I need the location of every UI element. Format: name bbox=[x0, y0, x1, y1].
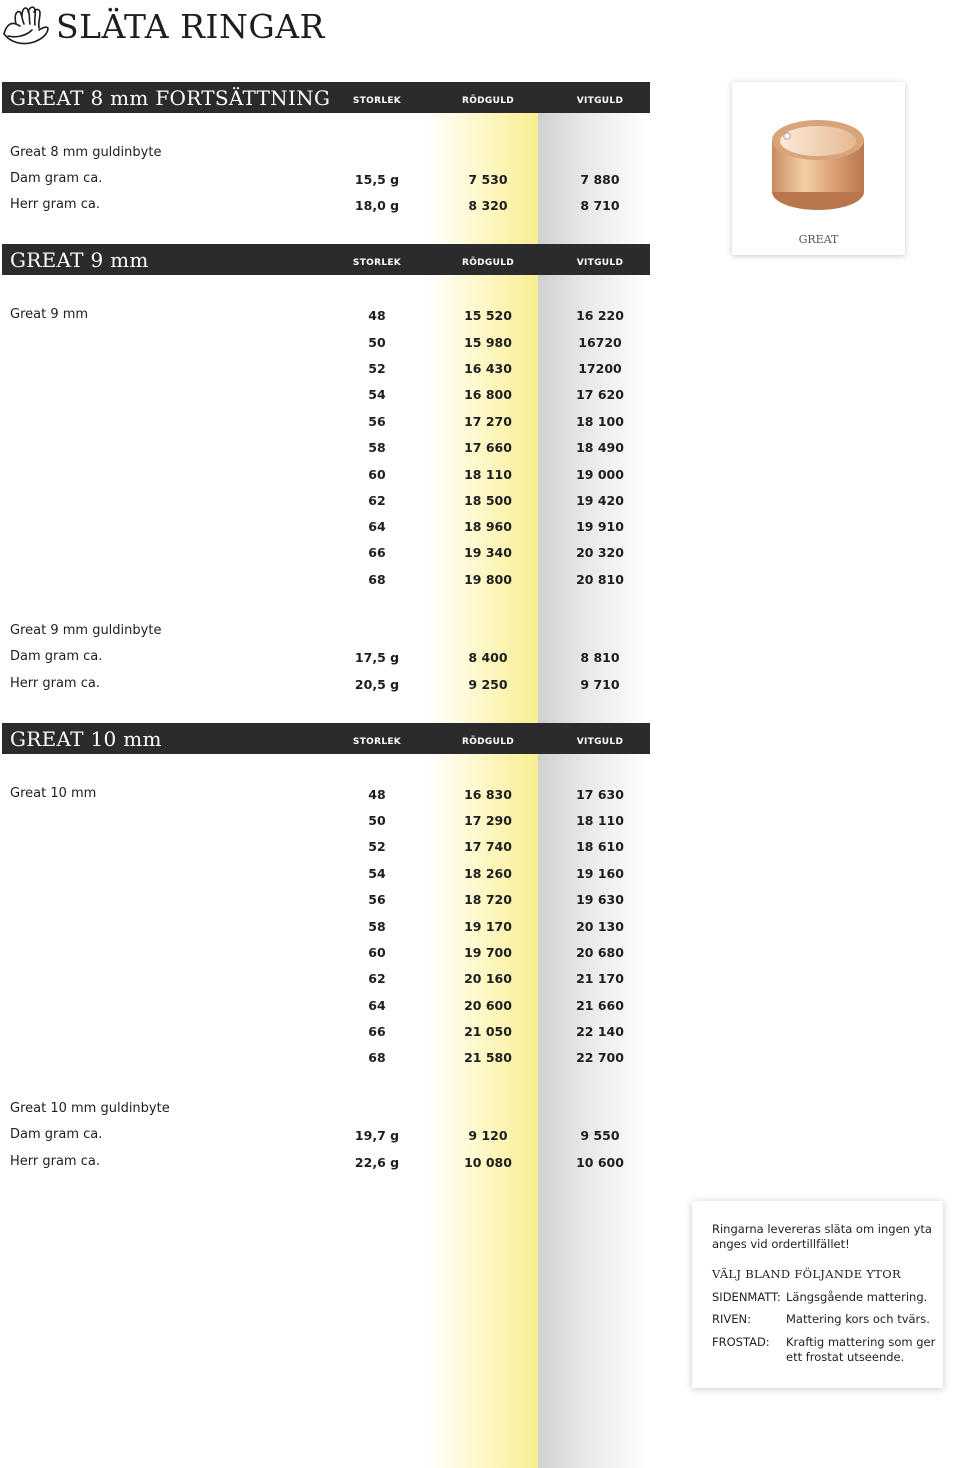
size-cell: 50 bbox=[368, 335, 386, 350]
white-gold-price-cell: 17200 bbox=[578, 361, 622, 376]
white-gold-price-cell: 19 420 bbox=[576, 493, 624, 508]
size-cell: 20,5 g bbox=[354, 677, 400, 692]
rose-gold-price-cell: 15 980 bbox=[464, 335, 512, 350]
table-row bbox=[0, 1049, 650, 1069]
column-header-rose-gold: RÖDGULD bbox=[461, 96, 515, 106]
section-header-great-9mm bbox=[2, 244, 650, 275]
rose-gold-price-cell: 18 260 bbox=[464, 866, 512, 881]
delivery-note: Ringarna levereras släta om ingen yta anges vid ordertillfället! bbox=[712, 1222, 932, 1251]
rose-gold-price-cell: 18 720 bbox=[464, 892, 512, 907]
size-cell: 64 bbox=[368, 998, 386, 1013]
white-gold-price-cell: 20 810 bbox=[576, 572, 624, 587]
product-caption: GREAT bbox=[798, 233, 839, 246]
size-cell: 56 bbox=[368, 892, 386, 907]
white-gold-price-cell: 22 140 bbox=[576, 1024, 624, 1039]
table-row bbox=[0, 865, 650, 885]
row-label: Great 10 mm guldinbyte bbox=[10, 1101, 170, 1116]
size-cell: 54 bbox=[368, 866, 386, 881]
table-row bbox=[0, 1127, 650, 1147]
size-cell: 58 bbox=[368, 919, 386, 934]
size-cell: 15,5 g bbox=[354, 172, 400, 187]
white-gold-price-cell: 16 220 bbox=[576, 308, 624, 323]
table-row bbox=[0, 891, 650, 911]
rose-gold-price-cell: 19 700 bbox=[464, 945, 512, 960]
size-cell: 22,6 g bbox=[354, 1155, 400, 1170]
option-value: Mattering kors och tvärs. bbox=[786, 1312, 930, 1326]
white-gold-price-cell: 19 000 bbox=[576, 467, 624, 482]
white-gold-price-cell: 17 630 bbox=[576, 787, 624, 802]
table-row bbox=[0, 623, 650, 643]
row-label: Dam gram ca. bbox=[10, 171, 103, 186]
white-gold-price-cell: 9 710 bbox=[580, 677, 620, 692]
rose-gold-price-cell: 18 110 bbox=[464, 467, 512, 482]
white-gold-price-cell: 9 550 bbox=[580, 1128, 620, 1143]
table-row bbox=[0, 1154, 650, 1174]
size-cell: 48 bbox=[368, 787, 386, 802]
rose-gold-price-cell: 18 500 bbox=[464, 493, 512, 508]
size-cell: 68 bbox=[368, 1050, 386, 1065]
table-row bbox=[0, 386, 650, 406]
table-row bbox=[0, 1101, 650, 1121]
page-header bbox=[0, 4, 325, 48]
rose-gold-price-cell: 17 290 bbox=[464, 813, 512, 828]
white-gold-price-cell: 19 910 bbox=[576, 519, 624, 534]
rose-gold-price-cell: 18 960 bbox=[464, 519, 512, 534]
row-label: Dam gram ca. bbox=[10, 649, 103, 664]
white-gold-price-cell: 20 680 bbox=[576, 945, 624, 960]
column-header-rose-gold: RÖDGULD bbox=[461, 737, 515, 747]
table-row bbox=[0, 466, 650, 486]
section-title: GREAT 9 mm bbox=[10, 248, 149, 272]
table-row bbox=[0, 145, 650, 165]
white-gold-price-cell: 16720 bbox=[578, 335, 622, 350]
option-key: RIVEN: bbox=[712, 1312, 751, 1326]
row-label: Herr gram ca. bbox=[10, 676, 100, 691]
table-row bbox=[0, 518, 650, 538]
option-value: Kraftig mattering som ger ett frostat utseende. bbox=[786, 1335, 936, 1364]
row-label: Dam gram ca. bbox=[10, 1127, 103, 1142]
section-header-great-10mm bbox=[2, 723, 650, 754]
size-cell: 17,5 g bbox=[354, 650, 400, 665]
table-row bbox=[0, 676, 650, 696]
table-row bbox=[0, 334, 650, 354]
page-title: SLÄTA RINGAR bbox=[56, 6, 325, 46]
white-gold-price-cell: 18 100 bbox=[576, 414, 624, 429]
ring-image bbox=[762, 96, 874, 222]
column-header-size: STORLEK bbox=[352, 258, 402, 268]
white-gold-price-cell: 8 810 bbox=[580, 650, 620, 665]
row-label: Great 9 mm guldinbyte bbox=[10, 623, 162, 638]
white-gold-price-cell: 21 660 bbox=[576, 998, 624, 1013]
table-row bbox=[0, 918, 650, 938]
size-cell: 58 bbox=[368, 440, 386, 455]
option-key: SIDENMATT: bbox=[712, 1290, 781, 1304]
size-cell: 18,0 g bbox=[354, 198, 400, 213]
rose-gold-price-cell: 16 800 bbox=[464, 387, 512, 402]
rose-gold-price-cell: 8 400 bbox=[468, 650, 508, 665]
white-gold-price-cell: 19 160 bbox=[576, 866, 624, 881]
rose-gold-price-cell: 9 120 bbox=[468, 1128, 508, 1143]
row-label: Great 9 mm bbox=[10, 307, 89, 322]
size-cell: 50 bbox=[368, 813, 386, 828]
hand-logo-icon bbox=[0, 4, 52, 48]
column-header-size: STORLEK bbox=[352, 737, 402, 747]
rose-gold-price-cell: 21 580 bbox=[464, 1050, 512, 1065]
table-row bbox=[0, 970, 650, 990]
size-cell: 68 bbox=[368, 572, 386, 587]
option-key: FROSTAD: bbox=[712, 1335, 770, 1349]
white-gold-price-cell: 18 610 bbox=[576, 839, 624, 854]
surface-options-heading: VÄLJ BLAND FÖLJANDE YTOR bbox=[712, 1267, 901, 1281]
table-row bbox=[0, 571, 650, 591]
table-row bbox=[0, 171, 650, 191]
rose-gold-price-cell: 20 600 bbox=[464, 998, 512, 1013]
rose-gold-price-cell: 10 080 bbox=[464, 1155, 512, 1170]
surface-info-box bbox=[692, 1201, 943, 1388]
table-row bbox=[0, 944, 650, 964]
white-gold-price-cell: 8 710 bbox=[580, 198, 620, 213]
size-cell: 52 bbox=[368, 839, 386, 854]
row-label: Herr gram ca. bbox=[10, 1154, 100, 1169]
rose-gold-price-cell: 15 520 bbox=[464, 308, 512, 323]
rose-gold-price-cell: 19 800 bbox=[464, 572, 512, 587]
white-gold-price-cell: 20 320 bbox=[576, 545, 624, 560]
rose-gold-price-cell: 16 830 bbox=[464, 787, 512, 802]
white-gold-price-cell: 10 600 bbox=[576, 1155, 624, 1170]
size-cell: 60 bbox=[368, 945, 386, 960]
section-title: GREAT 8 mm FORTSÄTTNING bbox=[10, 86, 331, 110]
rose-gold-price-cell: 7 530 bbox=[468, 172, 508, 187]
table-row bbox=[0, 838, 650, 858]
rose-gold-price-cell: 20 160 bbox=[464, 971, 512, 986]
size-cell: 60 bbox=[368, 467, 386, 482]
row-label: Herr gram ca. bbox=[10, 197, 100, 212]
size-cell: 19,7 g bbox=[354, 1128, 400, 1143]
product-card bbox=[732, 82, 905, 255]
table-row bbox=[0, 492, 650, 512]
table-row bbox=[0, 786, 650, 806]
table-row bbox=[0, 649, 650, 669]
white-gold-price-cell: 18 490 bbox=[576, 440, 624, 455]
rose-gold-price-cell: 19 340 bbox=[464, 545, 512, 560]
white-gold-price-cell: 19 630 bbox=[576, 892, 624, 907]
white-gold-price-cell: 7 880 bbox=[580, 172, 620, 187]
column-header-rose-gold: RÖDGULD bbox=[461, 258, 515, 268]
size-cell: 52 bbox=[368, 361, 386, 376]
row-label: Great 10 mm bbox=[10, 786, 97, 801]
rose-gold-price-cell: 21 050 bbox=[464, 1024, 512, 1039]
table-row bbox=[0, 812, 650, 832]
section-title: GREAT 10 mm bbox=[10, 727, 162, 751]
size-cell: 66 bbox=[368, 545, 386, 560]
rose-gold-price-cell: 19 170 bbox=[464, 919, 512, 934]
size-cell: 54 bbox=[368, 387, 386, 402]
size-cell: 64 bbox=[368, 519, 386, 534]
rose-gold-price-cell: 9 250 bbox=[468, 677, 508, 692]
option-value: Längsgående mattering. bbox=[786, 1290, 928, 1304]
rose-gold-price-cell: 8 320 bbox=[468, 198, 508, 213]
white-gold-price-cell: 17 620 bbox=[576, 387, 624, 402]
column-header-white-gold: VITGULD bbox=[576, 96, 624, 106]
table-row bbox=[0, 413, 650, 433]
white-gold-price-cell: 18 110 bbox=[576, 813, 624, 828]
section-header-great-8mm bbox=[2, 82, 650, 113]
table-row bbox=[0, 544, 650, 564]
size-cell: 56 bbox=[368, 414, 386, 429]
size-cell: 62 bbox=[368, 493, 386, 508]
rose-gold-price-cell: 17 660 bbox=[464, 440, 512, 455]
rose-gold-price-cell: 17 740 bbox=[464, 839, 512, 854]
white-gold-price-cell: 22 700 bbox=[576, 1050, 624, 1065]
rose-gold-price-cell: 17 270 bbox=[464, 414, 512, 429]
table-row bbox=[0, 307, 650, 327]
table-row bbox=[0, 197, 650, 217]
row-label: Great 8 mm guldinbyte bbox=[10, 145, 162, 160]
table-row bbox=[0, 360, 650, 380]
white-gold-price-cell: 21 170 bbox=[576, 971, 624, 986]
rose-gold-price-cell: 16 430 bbox=[464, 361, 512, 376]
white-gold-price-cell: 20 130 bbox=[576, 919, 624, 934]
size-cell: 62 bbox=[368, 971, 386, 986]
table-row bbox=[0, 997, 650, 1017]
size-cell: 66 bbox=[368, 1024, 386, 1039]
table-row bbox=[0, 1023, 650, 1043]
size-cell: 48 bbox=[368, 308, 386, 323]
column-header-size: STORLEK bbox=[352, 96, 402, 106]
table-row bbox=[0, 439, 650, 459]
column-header-white-gold: VITGULD bbox=[576, 258, 624, 268]
column-header-white-gold: VITGULD bbox=[576, 737, 624, 747]
